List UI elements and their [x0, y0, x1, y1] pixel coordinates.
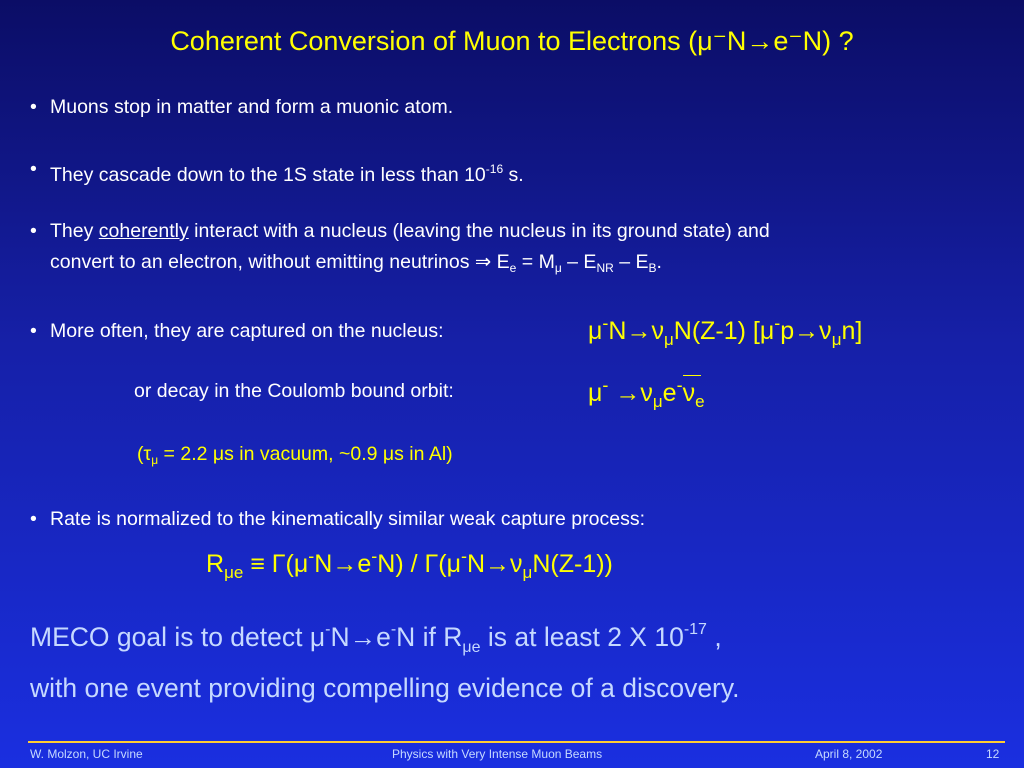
- text-segment: ,: [706, 622, 722, 652]
- bullet-text: Muons stop in matter and form a muonic atom.: [50, 96, 454, 118]
- underlined-word: coherently: [98, 220, 189, 242]
- bullet-text: [50, 154, 1005, 191]
- bullet-text: More often, they are captured on the nucleus:: [50, 320, 444, 342]
- superscript: -: [325, 621, 331, 638]
- text-segment: N→e: [330, 622, 391, 652]
- eq-sub: μ: [522, 563, 533, 582]
- ratio-equation: [206, 546, 613, 583]
- bullet-muonic-atom: [30, 92, 1005, 123]
- text-segment: – E: [561, 251, 597, 273]
- eq-seg: N→ν: [466, 550, 523, 578]
- decay-equation: [588, 375, 705, 412]
- eq-sub: μ: [652, 392, 663, 411]
- eq-sub: μ: [831, 330, 842, 349]
- subscript: B: [648, 261, 657, 275]
- text-segment: = 2.2 μs in vacuum, ~0.9 μs in Al): [158, 443, 453, 465]
- eq-seg: p→ν: [780, 317, 832, 345]
- subscript: NR: [596, 261, 614, 275]
- decay-label: or decay in the Coulomb bound orbit:: [134, 380, 454, 402]
- eq-seg: e: [662, 379, 677, 407]
- meco-goal: [30, 610, 1000, 708]
- eq-seg: N(Z-1) [μ: [673, 317, 775, 345]
- eq-seg: N→ν: [608, 317, 664, 345]
- eq-sup: -: [602, 313, 609, 333]
- superscript: -: [390, 621, 397, 638]
- bullet-coherent: [30, 216, 1005, 284]
- eq-seg: N) / Γ(μ: [377, 550, 461, 578]
- text-segment: interact with a nucleus (leaving the nucleus in its ground state) and: [188, 220, 770, 242]
- subscript: μ: [554, 261, 562, 275]
- bullet-text: Rate is normalized to the kinematically similar weak capture process:: [50, 508, 645, 530]
- footer-date: April 8, 2002: [815, 747, 883, 761]
- antineutrino-symbol: ν: [682, 379, 696, 407]
- eq-seg: N(Z-1)): [532, 550, 613, 578]
- eq-seg: n]: [841, 317, 863, 345]
- text-segment: N if R: [396, 622, 463, 652]
- superscript: -17: [683, 621, 707, 638]
- bullet-dot: •: [30, 158, 37, 180]
- eq-seg: R: [206, 550, 225, 578]
- text-segment: = M: [516, 251, 555, 273]
- eq-sup: -: [774, 313, 781, 333]
- capture-equation: [588, 313, 862, 350]
- subscript: μ: [151, 453, 159, 467]
- subscript: e: [509, 261, 517, 275]
- bullet-dot: •: [30, 320, 37, 342]
- text-segment: convert to an electron, without emitting neutrinos ⇒ E: [50, 251, 510, 273]
- eq-sup: -: [460, 546, 467, 566]
- bullet-dot: •: [30, 96, 37, 118]
- footer-talk-title: Physics with Very Intense Muon Beams: [392, 747, 603, 761]
- unit: s.: [503, 164, 524, 186]
- text-segment: (τ: [137, 443, 152, 465]
- footer-divider: [28, 741, 1005, 743]
- eq-seg: μ: [588, 317, 603, 345]
- text-segment: – E: [613, 251, 649, 273]
- bullet-rate: [30, 504, 1005, 535]
- eq-seg: ≡ Γ(μ: [243, 550, 309, 578]
- eq-seg: μ: [588, 379, 603, 407]
- eq-sup: -: [676, 375, 683, 395]
- bullet-dot: •: [30, 220, 37, 242]
- muon-lifetime: [137, 443, 453, 467]
- text-segment: They: [50, 220, 99, 242]
- bullet-text: [50, 216, 1005, 284]
- cascade-text: They cascade down to the 1S state in less than 10: [50, 164, 486, 186]
- eq-sup: -: [602, 375, 609, 395]
- footer-page-number: 12: [986, 747, 1000, 761]
- bullet-cascade: [30, 154, 1005, 191]
- bullet-dot: •: [30, 508, 37, 530]
- text-segment: MECO goal is to detect μ: [30, 622, 326, 652]
- eq-sup: -: [308, 546, 315, 566]
- text-segment: is at least 2 X 10: [480, 622, 684, 652]
- eq-sup: -: [371, 546, 378, 566]
- footer-author: W. Molzon, UC Irvine: [30, 747, 143, 761]
- slide-title: Coherent Conversion of Muon to Electrons (μ⁻N→e⁻N) ?: [170, 26, 854, 56]
- text-segment: .: [656, 251, 662, 273]
- exponent: -16: [485, 162, 504, 176]
- text-segment: with one event providing compelling evidence of a discovery.: [30, 673, 740, 703]
- eq-sub: e: [695, 392, 705, 411]
- eq-sub: μe: [224, 563, 244, 582]
- eq-sub: μ: [663, 330, 674, 349]
- eq-seg: N→e: [314, 550, 372, 578]
- subscript: μe: [462, 639, 481, 656]
- eq-seg: →ν: [608, 379, 653, 407]
